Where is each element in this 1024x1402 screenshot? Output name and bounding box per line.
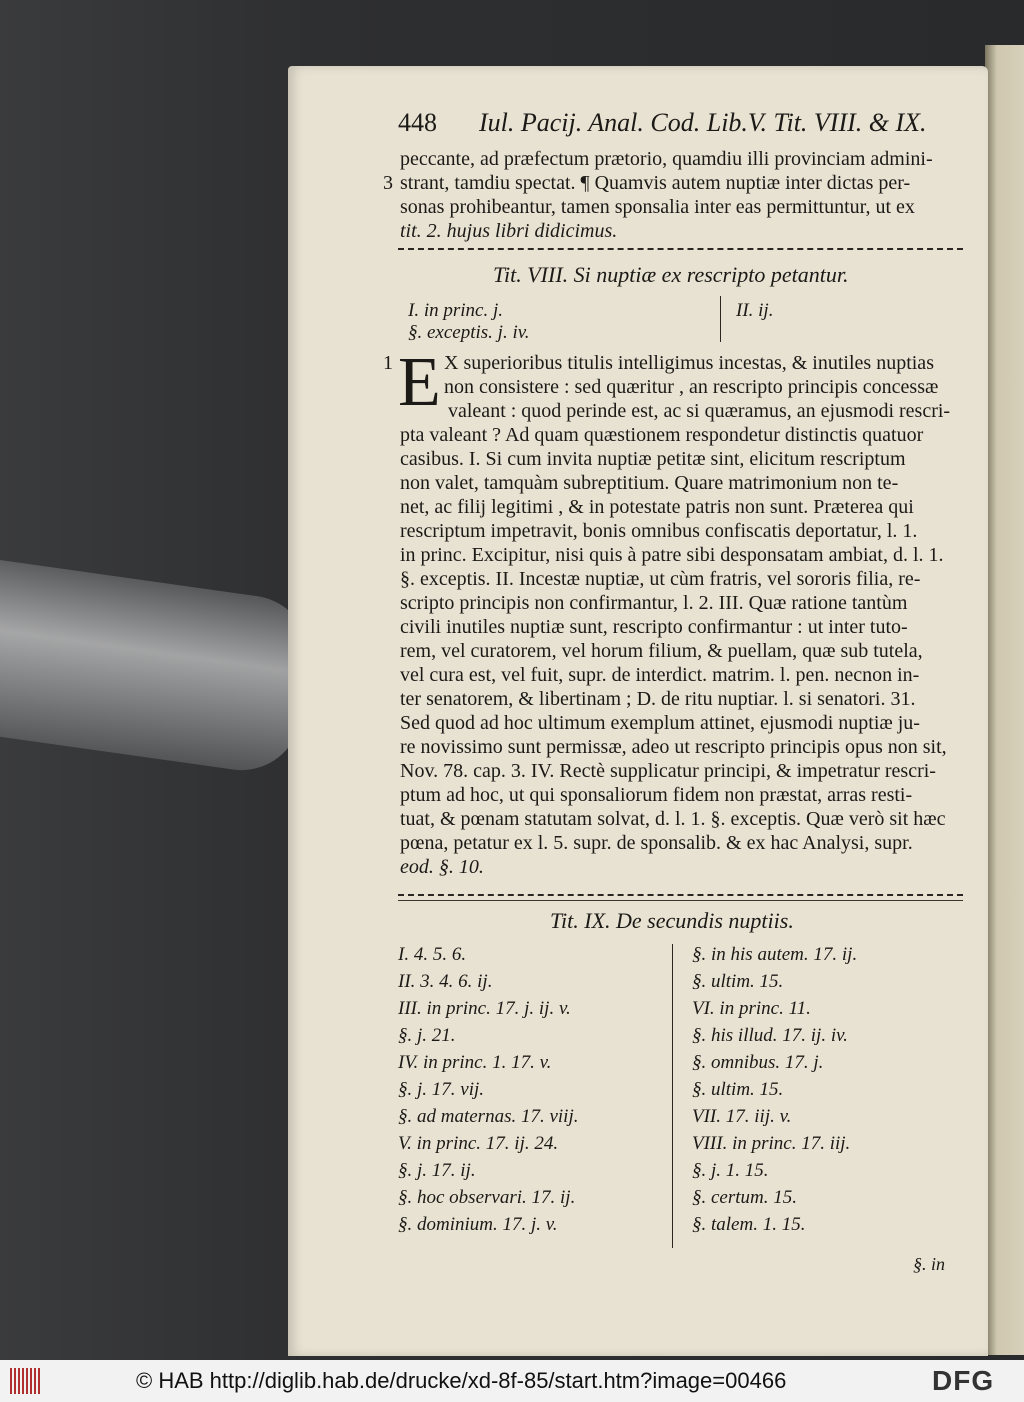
ref-left: §. dominium. 17. j. v.: [398, 1214, 558, 1235]
column-divider: [672, 944, 673, 1248]
text-line: tit. 2. hujus libri didicimus.: [400, 220, 618, 242]
ref-left: IV. in princ. 1. 17. v.: [398, 1052, 552, 1073]
ref-left: §. exceptis. j. iv.: [408, 322, 530, 343]
ref-right: §. ultim. 15.: [692, 1079, 784, 1100]
text-line: eod. §. 10.: [400, 856, 484, 878]
ref-left: §. ad maternas. 17. viij.: [398, 1106, 579, 1127]
ref-right: §. in his autem. 17. ij.: [692, 944, 858, 965]
text-line: strant, tamdiu spectat. ¶ Quamvis autem nuptiæ inter dictas per-: [400, 172, 911, 194]
text-line: vel cura est, vel fuit, supr. de interdict. matrim. l. pen. necnon in-: [400, 664, 920, 686]
drop-cap: E: [398, 344, 441, 421]
text-line: §. exceptis. II. Incestæ nuptiæ, ut cùm fratris, vel sororis filia, re-: [400, 568, 921, 590]
column-divider: [720, 296, 721, 342]
ref-left: II. 3. 4. 6. ij.: [398, 971, 493, 992]
text-line: peccante, ad præfectum prætorio, quamdiu illi provinciam admini-: [400, 148, 933, 170]
text-line: valeant : quod perinde est, ac si quæramus, an ejusmodi rescri-: [448, 400, 951, 422]
text-line: casibus. I. Si cum invita nuptiæ petitæ sint, elicitum rescriptum: [400, 448, 906, 470]
text-line: rem, vel curatorem, vel horum filium, & puellam, quæ sub tutela,: [400, 640, 923, 662]
text-line: X superioribus titulis intelligimus incestas, & inutiles nuptias: [444, 352, 934, 374]
ref-left: §. j. 17. ij.: [398, 1160, 476, 1181]
glass-plate-holder: [0, 560, 317, 778]
text-line: pœna, petatur ex l. 5. supr. de sponsalib. & ex hac Analysi, supr.: [400, 832, 913, 854]
book-page: [288, 66, 988, 1356]
ref-right: §. his illud. 17. ij. iv.: [692, 1025, 848, 1046]
text-line: sonas prohibeantur, tamen sponsalia inter eas permittuntur, ut ex: [400, 196, 915, 218]
text-line: ptum ad hoc, ut qui sponsaliorum fidem non præstat, arras resti-: [400, 784, 913, 806]
ref-right: VI. in princ. 11.: [692, 998, 811, 1019]
ref-left: I. in princ. j.: [408, 300, 503, 321]
ref-right: VIII. in princ. 17. iij.: [692, 1133, 851, 1154]
section-rule: [398, 894, 963, 896]
text-line: tuat, & pœnam statutam solvat, d. l. 1. §. exceptis. Quæ verò sit hæc: [400, 808, 946, 830]
text-line: net, ac filij legitimi , & in potestate patris non sunt. Præterea qui: [400, 496, 914, 518]
ref-left: III. in princ. 17. j. ij. v.: [398, 998, 571, 1019]
catchword: §. in: [913, 1254, 946, 1274]
section-rule-thin: [398, 900, 963, 901]
dfg-logo: DFG: [932, 1365, 995, 1396]
text-line: Nov. 78. cap. 3. IV. Rectè supplicatur principi, & impetratur rescri-: [400, 760, 936, 782]
page-number: 448: [398, 108, 437, 137]
ref-right: §. talem. 1. 15.: [692, 1214, 806, 1235]
ref-left: §. j. 17. vij.: [398, 1079, 485, 1100]
running-title: Iul. Pacij. Anal. Cod. Lib.V. Tit. VIII. & IX.: [479, 108, 927, 137]
ref-right: §. ultim. 15.: [692, 971, 784, 992]
text-line: re novissimo sunt permissæ, adeo ut rescripto principis opus non sit,: [400, 736, 947, 758]
text-line: in princ. Excipitur, nisi quis à patre sibi desponsatam ambiat, d. l. 1.: [400, 544, 944, 566]
barcode-icon: [10, 1368, 42, 1394]
section-title-ix: Tit. IX. De secundis nuptiis.: [550, 908, 794, 933]
text-line: Sed quod ad hoc ultimum exemplum attinet, ejusmodi nuptiæ ju-: [400, 712, 920, 734]
text-line: pta valeant ? Ad quam quæstionem respondetur distinctis quatuor: [400, 424, 924, 446]
section-title-viii: Tit. VIII. Si nuptiæ ex rescripto petantur.: [493, 262, 849, 287]
ref-right: §. omnibus. 17. j.: [692, 1052, 824, 1073]
ref-right: II. ij.: [736, 300, 774, 321]
text-line: ter senatorem, & libertinam ; D. de ritu nuptiar. l. si senatori. 31.: [400, 688, 916, 710]
margin-number: 1: [383, 352, 393, 374]
ref-right: §. certum. 15.: [692, 1187, 798, 1208]
running-header: [398, 108, 927, 138]
text-line: non consistere : sed quæritur , an rescripto principis concessæ: [444, 376, 939, 398]
ref-left: §. j. 21.: [398, 1025, 456, 1046]
text-line: non valet, tamquàm subreptitium. Quare matrimonium non te-: [400, 472, 899, 494]
ref-left: V. in princ. 17. ij. 24.: [398, 1133, 559, 1154]
margin-number: 3: [383, 172, 393, 194]
ref-left: §. hoc observari. 17. ij.: [398, 1187, 576, 1208]
text-line: scripto principis non confirmantur, l. 2. III. Quæ ratione tantùm: [400, 592, 908, 614]
ref-right: §. j. 1. 15.: [692, 1160, 769, 1181]
facing-page-edge: [985, 45, 1024, 1355]
footer-bar: [0, 1360, 1024, 1402]
section-rule: [398, 248, 963, 250]
ref-right: VII. 17. iij. v.: [692, 1106, 792, 1127]
text-line: civili inutiles nuptiæ sunt, rescripto confirmantur : ut inter tuto-: [400, 616, 908, 638]
credit-link[interactable]: © HAB http://diglib.hab.de/drucke/xd-8f-85/start.htm?image=00466: [136, 1368, 787, 1393]
text-line: rescriptum impetravit, bonis omnibus confiscatis deportatur, l. 1.: [400, 520, 918, 542]
ref-left: I. 4. 5. 6.: [398, 944, 467, 965]
